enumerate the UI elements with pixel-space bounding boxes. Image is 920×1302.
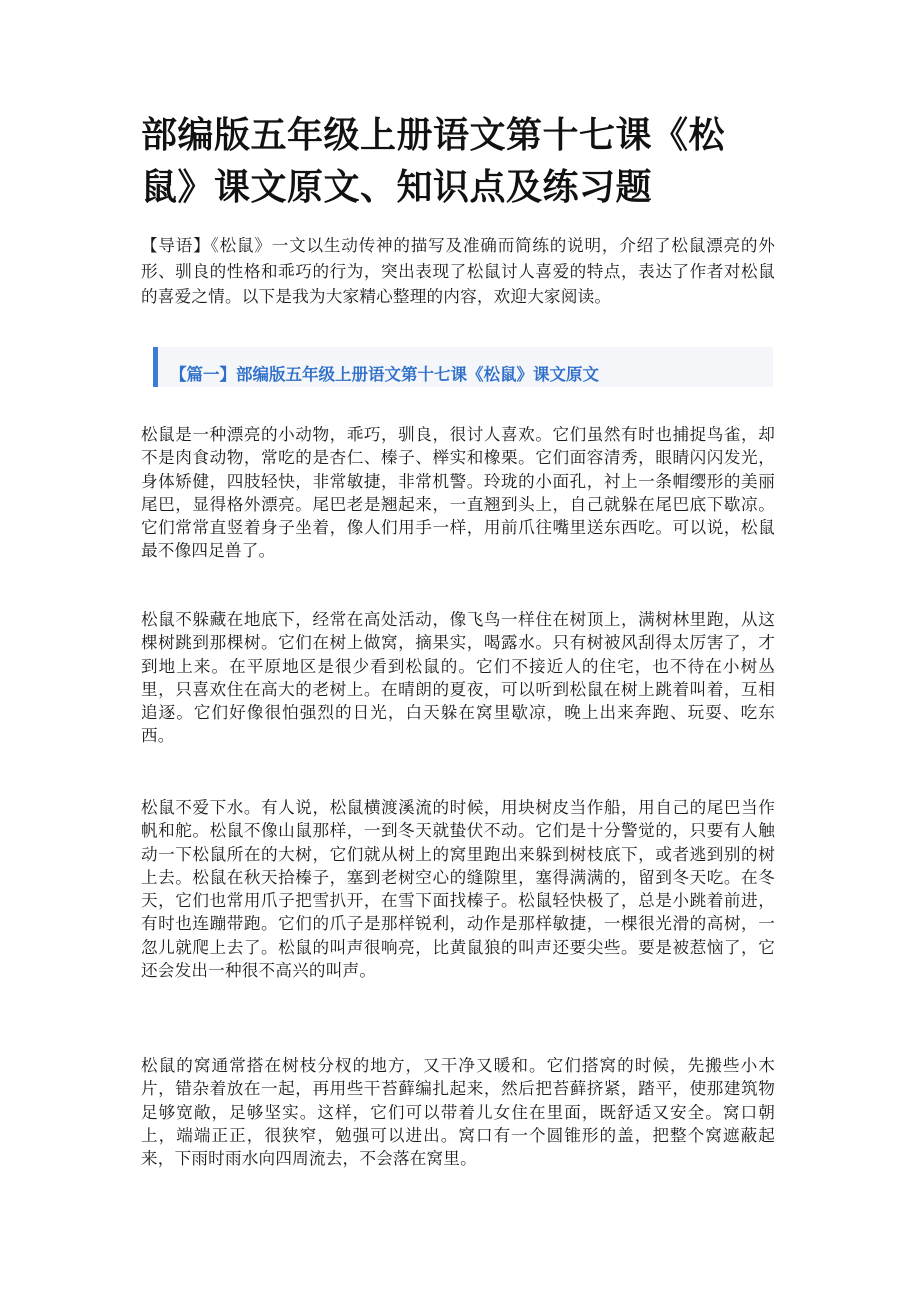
section-heading [153, 347, 773, 387]
section-heading-accent-bar [153, 347, 158, 387]
intro-paragraph: 【导语】《松鼠》一文以生动传神的描写及准确而简练的说明，介绍了松鼠漂亮的外形、驯良的性格和乖巧的行为，突出表现了松鼠讨人喜爱的特点，表达了作者对松鼠的喜爱之情。以下是我为大家精心整理的内容，欢迎大家阅读。 [141, 236, 775, 306]
section-heading-text: 【篇一】部编版五年级上册语文第十七课《松鼠》课文原文 [170, 365, 599, 384]
body-paragraph: 松鼠不躲藏在地底下，经常在高处活动，像飞鸟一样住在树顶上，满树林里跑，从这棵树跳到那棵树。它们在树上做窝，摘果实，喝露水。只有树被风刮得太厉害了，才到地上来。在平原地区是很少看到松鼠的。它们不接近人的住宅，也不待在小树丛里，只喜欢住在高大的老树上。在晴朗的夏夜，可以听到松鼠在树上跳着叫着，互相追逐。它们好像很怕强烈的日光，白天躲在窝里歇凉，晚上出来奔跑、玩耍、吃东西。 [141, 610, 775, 746]
document-title: 部编版五年级上册语文第十七课《松鼠》课文原文、知识点及练习题 [141, 115, 726, 208]
body-paragraph: 松鼠是一种漂亮的小动物，乖巧，驯良，很讨人喜欢。它们虽然有时也捕捉鸟雀，却不是肉食动物，常吃的是杏仁、榛子、榉实和橡栗。它们面容清秀，眼睛闪闪发光，身体矫健，四肢轻快，非常敏捷，非常机警。玲珑的小面孔，衬上一条帽缨形的美丽尾巴，显得格外漂亮。尾巴老是翘起来，一直翘到头上，自己就躲在尾巴底下歇凉。它们常常直竖着身子坐着，像人们用手一样，用前爪往嘴里送东西吃。可以说，松鼠最不像四足兽了。 [141, 425, 775, 561]
body-paragraph: 松鼠的窝通常搭在树枝分杈的地方，又干净又暖和。它们搭窝的时候，先搬些小木片，错杂着放在一起，再用些干苔藓编扎起来，然后把苔藓挤紧，踏平，使那建筑物足够宽敞，足够坚实。这样，它们可以带着儿女住在里面，既舒适又安全。窝口朝上，端端正正，很狭窄，勉强可以进出。窝口有一个圆锥形的盖，把整个窝遮蔽起来，下雨时雨水向四周流去，不会落在窝里。 [141, 1056, 775, 1169]
body-paragraph: 松鼠不爱下水。有人说，松鼠横渡溪流的时候，用块树皮当作船，用自己的尾巴当作帆和舵。松鼠不像山鼠那样，一到冬天就蛰伏不动。它们是十分警觉的，只要有人触动一下松鼠所在的大树，它们就从树上的窝里跑出来躲到树枝底下，或者逃到别的树上去。松鼠在秋天拾榛子，塞到老树空心的缝隙里，塞得满满的，留到冬天吃。在冬天，它们也常用爪子把雪扒开，在雪下面找榛子。松鼠轻快极了，总是小跳着前进，有时也连蹦带跑。它们的爪子是那样锐利，动作是那样敏捷，一棵很光滑的高树，一忽儿就爬上去了。松鼠的叫声很响亮，比黄鼠狼的叫声还要尖些。要是被惹恼了，它还会发出一种很不高兴的叫声。 [141, 798, 775, 981]
